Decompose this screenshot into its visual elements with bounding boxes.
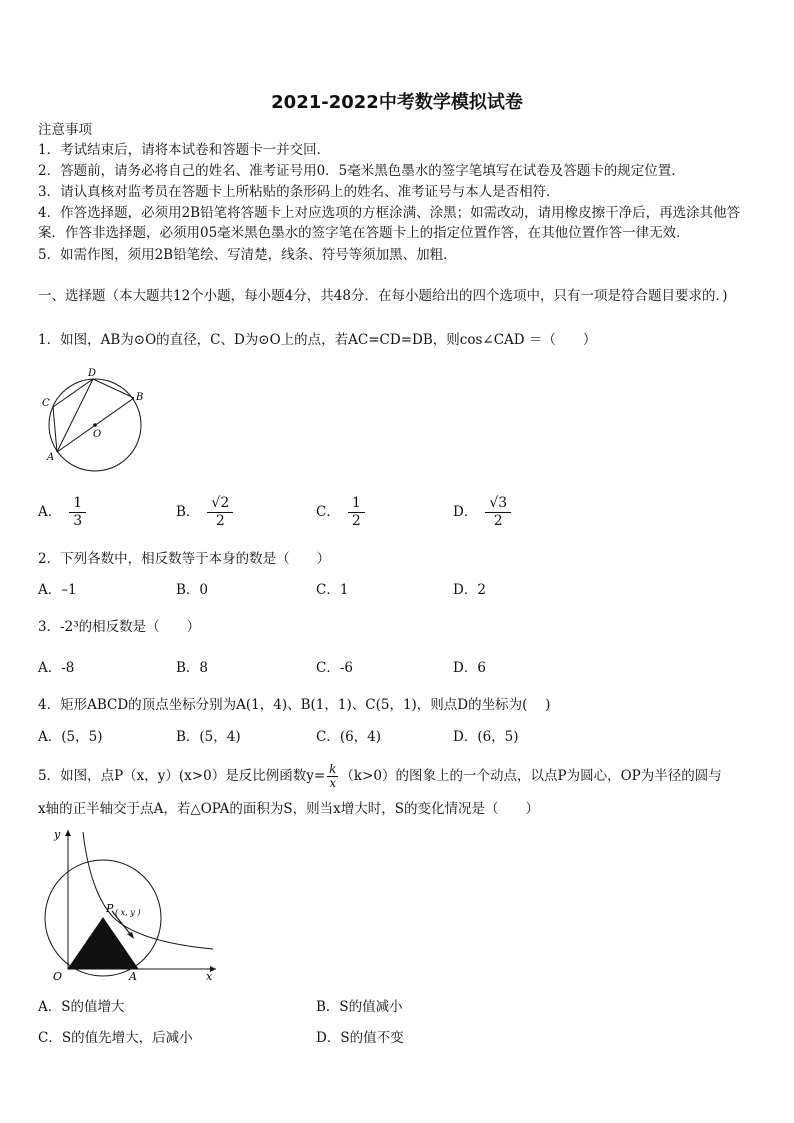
notice-item-1: 1．考试结束后，请将本试卷和答题卡一并交回． [38,142,331,158]
q5-label-coord: ( x, y ) [115,908,141,917]
q1-option-d-letter: D． [453,504,478,520]
q5-label-y: y [54,828,61,841]
q1-option-a-letter: A． [38,504,62,520]
section-heading: 一、选择题（本大题共12个小题，每小题4分，共48分．在每小题给出的四个选项中，只有一项是符合题目要求的．) [38,288,728,304]
notice-item-4: 4．作答选择题，必须用2B铅笔将答题卡上对应选项的方框涂满、涂黑；如需改动，请用橡皮擦干净后，再选涂其他答案．作答非选择题，必须用05毫米黑色墨水的签字笔在答题卡上的指定位置作答，在其他位置作答一律无效． [38,205,741,241]
q1-label-b: B [136,392,144,403]
q1-option-c-num: 1 [351,495,361,511]
q5-stem-line1 [38,763,722,790]
q5-label-a: A [129,970,137,982]
q1-option-d-den: 2 [493,513,503,529]
page-title: 2021-2022中考数学模拟试卷 [271,92,523,113]
q5-label-p: P [106,902,114,915]
q1-option-c-den: 2 [351,513,361,529]
q1-option-b[interactable] [176,495,233,530]
q1-circle-figure [38,360,158,472]
q3-option-a[interactable]: A．-8 [38,660,75,676]
q4-option-c[interactable]: C．(6，4) [316,729,382,745]
q3-option-d[interactable]: D．6 [453,660,486,676]
q5-label-x: x [206,970,213,982]
q3-option-b[interactable]: B．8 [176,660,209,676]
q3-option-c[interactable]: C．-6 [316,660,353,676]
q1-label-c: C [42,398,50,409]
q2-stem: 2．下列各数中，相反数等于本身的数是（ ） [38,551,331,567]
q5-stem-part2: （k>0）的图象上的一个动点，以点P为圆心，OP为半径的圆与 [340,768,722,784]
q2-option-c[interactable]: C．1 [316,582,349,598]
notice-item-5: 5．如需作图，须用2B铅笔绘、写清楚，线条、符号等须加黑、加粗． [38,247,457,263]
q1-stem: 1．如图，AB为⊙O的直径，C、D为⊙O上的点，若AC=CD=DB，则cos∠CAD ＝（ ） [38,332,597,348]
q5-frac-num: k [329,762,337,776]
q1-option-d[interactable] [453,495,511,530]
q5-frac-den: x [327,776,338,790]
notice-item-3: 3．请认真核对监考员在答题卡上所粘贴的条形码上的姓名、准考证号与本人是否相符． [38,184,560,200]
q2-option-d[interactable]: D．2 [453,582,486,598]
q1-option-b-num: √2 [211,495,230,511]
q1-option-a-num: 1 [73,495,83,511]
q1-option-a-den: 3 [73,513,83,529]
q1-label-o: O [93,429,102,440]
q1-label-a: A [47,452,55,463]
q5-option-a[interactable]: A．S的值增大 [38,999,125,1015]
notice-item-2: 2．答题前，请务必将自己的姓名、准考证号用0．5毫米黑色墨水的签字笔填写在试卷及答题卡的规定位置． [38,163,685,179]
q2-option-b[interactable]: B．0 [176,582,209,598]
q5-stem-part1: 5．如图，点P（x，y）(x>0）是反比例函数y= [38,768,326,784]
q1-option-c-letter: C． [316,504,340,520]
q4-option-b[interactable]: B．(5，4) [176,729,241,745]
q5-hyperbola-figure [38,822,228,982]
q1-option-b-letter: B． [176,504,200,520]
q5-stem-line2: x轴的正半轴交于点A，若△OPA的面积为S，则当x增大时，S的变化情况是（ ） [38,801,540,817]
q4-option-a[interactable]: A．(5，5) [38,729,103,745]
q5-label-o: O [53,970,63,982]
q5-option-b[interactable]: B．S的值减小 [316,999,403,1015]
q1-label-d: D [88,368,97,379]
q5-fraction [327,763,338,790]
q3-stem: 3．-2³的相反数是（ ） [38,619,201,635]
q4-option-d[interactable]: D．(6，5) [453,729,519,745]
q2-option-a[interactable]: A．–1 [38,582,77,598]
q1-option-d-num: √3 [489,495,508,511]
q1-option-b-den: 2 [215,513,225,529]
q5-option-d[interactable]: D．S的值不变 [316,1030,404,1046]
q1-option-c[interactable] [316,495,365,530]
q1-option-a[interactable] [38,495,86,530]
q5-option-c[interactable]: C．S的值先增大，后减小 [38,1030,193,1046]
notice-heading: 注意事项 [38,122,92,138]
q4-stem: 4．矩形ABCD的顶点坐标分别为A(1，4)、B(1，1)、C(5，1)，则点D的坐标为( ) [38,697,551,713]
